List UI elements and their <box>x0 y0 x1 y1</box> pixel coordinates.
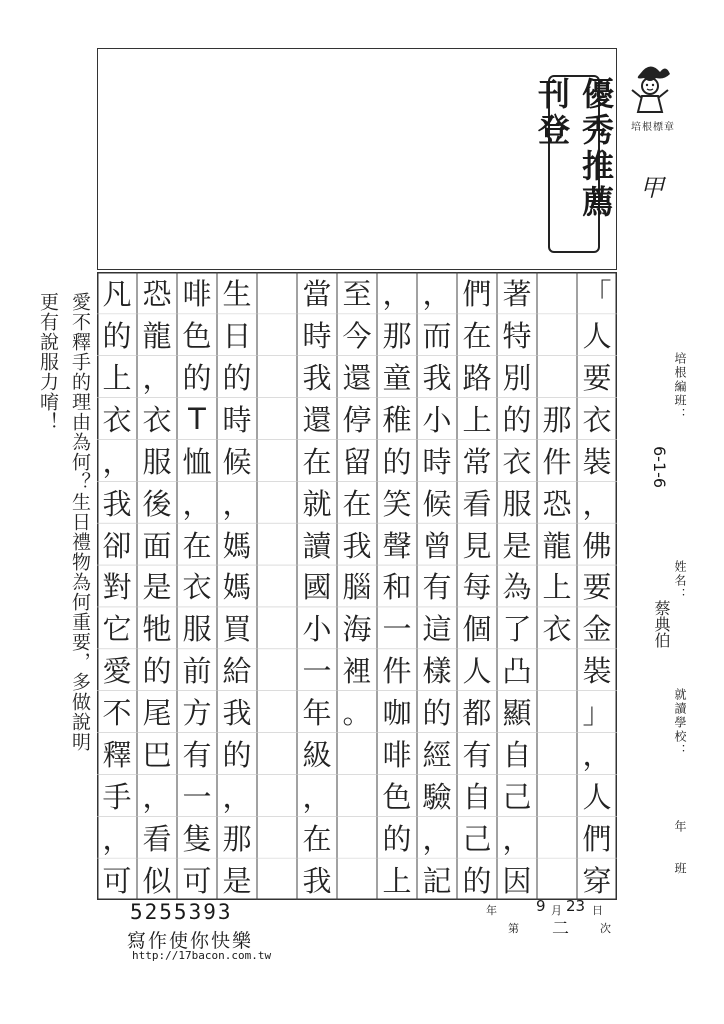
teacher-note-1: 愛不釋手的理由為何？生日禮物為何重要，多做說明 <box>69 292 91 752</box>
essay-char: ， <box>142 361 172 396</box>
essay-char: 的 <box>382 821 412 856</box>
essay-char: 不 <box>102 696 132 731</box>
essay-char: 的 <box>462 863 492 898</box>
essay-char: 時 <box>302 319 332 354</box>
essay-char: 。 <box>342 696 372 731</box>
essay-char: 龍 <box>542 528 572 563</box>
essay-char: 裡 <box>342 654 372 689</box>
essay-char: 在 <box>462 319 492 354</box>
essay-char: 尾 <box>142 696 172 731</box>
essay-char: 看 <box>462 486 492 521</box>
essay-char: 是 <box>222 863 252 898</box>
essay-char: 因 <box>502 863 532 898</box>
essay-char: 的 <box>422 696 452 731</box>
essay-char: 一 <box>302 654 332 689</box>
essay-char: 前 <box>182 654 212 689</box>
essay-char: 釋 <box>102 737 132 772</box>
essay-char: 個 <box>462 612 492 647</box>
essay-char: 件 <box>542 444 572 479</box>
essay-char: 色 <box>382 779 412 814</box>
essay-char: 金 <box>582 612 612 647</box>
essay-char: 童 <box>382 361 412 396</box>
grade-label: 年 <box>673 820 687 834</box>
essay-char: 隻 <box>182 821 212 856</box>
essay-char: 至 <box>342 277 372 312</box>
essay-char: ， <box>102 821 132 856</box>
essay-char: 的 <box>102 319 132 354</box>
manuscript-grid <box>97 272 617 900</box>
essay-char: 在 <box>182 528 212 563</box>
essay-char: 的 <box>382 444 412 479</box>
essay-char: 停 <box>342 403 372 438</box>
essay-char: 媽 <box>222 570 252 605</box>
teacher-note-2: 更有說服力唷！ <box>37 292 59 432</box>
essay-char: 笑 <box>382 486 412 521</box>
essay-char: 和 <box>382 570 412 605</box>
essay-char: 一 <box>382 612 412 647</box>
essay-char: ， <box>222 486 252 521</box>
essay-char: 的 <box>222 737 252 772</box>
essay-char: 佛 <box>582 528 612 563</box>
essay-char: 還 <box>342 361 372 396</box>
essay-char: 媽 <box>222 528 252 563</box>
essay-char: 人 <box>462 654 492 689</box>
bacon-mascot-logo <box>620 58 680 118</box>
essay-char: 候 <box>422 486 452 521</box>
essay-char: 路 <box>462 361 492 396</box>
essay-char: 面 <box>142 528 172 563</box>
essay-char: 己 <box>502 779 532 814</box>
year-label: 年 <box>486 904 497 917</box>
essay-char: 在 <box>302 444 332 479</box>
essay-char: 在 <box>342 486 372 521</box>
essay-char: 要 <box>582 570 612 605</box>
essay-char: 牠 <box>142 612 172 647</box>
essay-char: 件 <box>382 654 412 689</box>
class-value: 6-1-6 <box>650 446 669 489</box>
essay-char: 穿 <box>582 863 612 898</box>
essay-char: 卻 <box>102 528 132 563</box>
essay-char: 上 <box>542 570 572 605</box>
essay-char: 今 <box>342 319 372 354</box>
essay-char: 衣 <box>502 444 532 479</box>
essay-char: 人 <box>582 779 612 814</box>
essay-char: ， <box>302 779 332 814</box>
essay-char: 為 <box>502 570 532 605</box>
essay-char: 上 <box>382 863 412 898</box>
essay-char: 留 <box>342 444 372 479</box>
essay-char: ， <box>422 277 452 312</box>
essay-char: 的 <box>182 361 212 396</box>
essay-char: 可 <box>102 863 132 898</box>
slogan: 寫作使你快樂 <box>127 930 254 952</box>
essay-char: 聲 <box>382 528 412 563</box>
essay-char: 方 <box>182 696 212 731</box>
essay-char: 看 <box>142 821 172 856</box>
essay-char: 讀 <box>302 528 332 563</box>
name-label: 姓名： <box>673 560 687 602</box>
essay-char: 了 <box>502 612 532 647</box>
essay-char: 見 <box>462 528 492 563</box>
serial-number: 5255393 <box>130 900 233 924</box>
essay-char: 裝 <box>582 444 612 479</box>
essay-char: 凡 <box>102 277 132 312</box>
essay-char: 時 <box>222 403 252 438</box>
essay-char: 稚 <box>382 403 412 438</box>
essay-char: 服 <box>502 486 532 521</box>
stamp-text: 優秀推薦刊登 <box>533 77 615 221</box>
essay-char: 那 <box>542 403 572 438</box>
essay-char: 衣 <box>582 403 612 438</box>
essay-char: 那 <box>222 821 252 856</box>
page-number: 二 <box>552 919 569 939</box>
essay-char: 還 <box>302 403 332 438</box>
essay-char: 上 <box>102 361 132 396</box>
essay-char: 凸 <box>502 654 532 689</box>
essay-char: ， <box>382 277 412 312</box>
essay-char: 是 <box>502 528 532 563</box>
essay-char: 手 <box>102 779 132 814</box>
essay-char: 著 <box>502 277 532 312</box>
month-value: 9 <box>536 897 546 915</box>
essay-char: 的 <box>502 403 532 438</box>
essay-char: ， <box>222 779 252 814</box>
essay-char: 顯 <box>502 696 532 731</box>
essay-char: ， <box>582 486 612 521</box>
essay-char: 」 <box>582 696 612 731</box>
essay-char: 我 <box>422 361 452 396</box>
essay-char: 生 <box>222 277 252 312</box>
essay-char: 要 <box>582 361 612 396</box>
essay-char: 小 <box>422 403 452 438</box>
essay-char: 我 <box>302 361 332 396</box>
essay-char: 一 <box>182 779 212 814</box>
essay-char: 有 <box>422 570 452 605</box>
essay-char: 啡 <box>382 737 412 772</box>
essay-char: 我 <box>342 528 372 563</box>
day-value: 23 <box>566 897 586 915</box>
essay-char: 衣 <box>142 403 172 438</box>
name-value: 蔡典伯 <box>652 600 671 648</box>
essay-char: 服 <box>182 612 212 647</box>
day-label: 日 <box>592 904 603 917</box>
grade-mark: 甲 <box>640 174 664 202</box>
essay-char: ， <box>422 821 452 856</box>
essay-char: 巴 <box>142 737 172 772</box>
essay-char: 衣 <box>182 570 212 605</box>
essay-char: 自 <box>502 737 532 772</box>
essay-char: 這 <box>422 612 452 647</box>
recommendation-stamp <box>533 75 615 253</box>
essay-char: 們 <box>582 821 612 856</box>
essay-char: 記 <box>422 863 452 898</box>
essay-char: 每 <box>462 570 492 605</box>
page-suffix: 次 <box>600 922 611 935</box>
essay-char: 的 <box>142 654 172 689</box>
essay-char: 們 <box>462 277 492 312</box>
essay-char: 上 <box>462 403 492 438</box>
essay-char: 恐 <box>542 486 572 521</box>
essay-char: 是 <box>142 570 172 605</box>
essay-char: 有 <box>182 737 212 772</box>
essay-char: 己 <box>462 821 492 856</box>
essay-char: 的 <box>222 361 252 396</box>
essay-char: 它 <box>102 612 132 647</box>
essay-char: 而 <box>422 319 452 354</box>
essay-char: 時 <box>422 444 452 479</box>
essay-char: 裝 <box>582 654 612 689</box>
essay-char: ， <box>582 737 612 772</box>
essay-char: ， <box>502 821 532 856</box>
essay-char: 別 <box>502 361 532 396</box>
essay-char: 級 <box>302 737 332 772</box>
website: http://17bacon.com.tw <box>132 949 272 962</box>
essay-char: 對 <box>102 570 132 605</box>
logo-caption: 培根標章 <box>631 122 675 133</box>
essay-char: 腦 <box>342 570 372 605</box>
essay-char: 年 <box>302 696 332 731</box>
essay-char: 當 <box>302 277 332 312</box>
essay-char: 咖 <box>382 696 412 731</box>
class-unit-label: 班 <box>673 862 687 876</box>
essay-char: T <box>188 401 206 436</box>
essay-char: 人 <box>582 319 612 354</box>
essay-char: 服 <box>142 444 172 479</box>
essay-char: 「 <box>582 277 612 312</box>
essay-char: 就 <box>302 486 332 521</box>
page-prefix: 第 <box>508 922 519 935</box>
essay-char: 那 <box>382 319 412 354</box>
essay-char: 在 <box>302 821 332 856</box>
essay-char: 小 <box>302 612 332 647</box>
essay-char: 都 <box>462 696 492 731</box>
essay-char: 曾 <box>422 528 452 563</box>
essay-char: 啡 <box>182 277 212 312</box>
essay-char: 自 <box>462 779 492 814</box>
essay-char: 經 <box>422 737 452 772</box>
essay-char: 龍 <box>142 319 172 354</box>
essay-char: 海 <box>342 612 372 647</box>
essay-char: 買 <box>222 612 252 647</box>
essay-char: 國 <box>302 570 332 605</box>
essay-char: 有 <box>462 737 492 772</box>
essay-char: 特 <box>502 319 532 354</box>
essay-char: ， <box>102 444 132 479</box>
essay-char: 候 <box>222 444 252 479</box>
essay-char: 恤 <box>182 444 212 479</box>
essay-char: 色 <box>182 319 212 354</box>
essay-char: ， <box>182 486 212 521</box>
essay-char: 愛 <box>102 654 132 689</box>
school-label: 就讀學校： <box>673 688 687 758</box>
essay-char: 常 <box>462 444 492 479</box>
essay-char: 樣 <box>422 654 452 689</box>
class-label: 培根編班： <box>673 352 687 422</box>
essay-char: 恐 <box>142 277 172 312</box>
essay-char: ， <box>142 779 172 814</box>
essay-char: 可 <box>182 863 212 898</box>
essay-char: 衣 <box>102 403 132 438</box>
essay-char: 衣 <box>542 612 572 647</box>
month-label: 月 <box>551 904 562 917</box>
essay-char: 我 <box>222 696 252 731</box>
essay-char: 我 <box>302 863 332 898</box>
essay-char: 日 <box>222 319 252 354</box>
essay-char: 驗 <box>422 779 452 814</box>
essay-char: 我 <box>102 486 132 521</box>
essay-char: 似 <box>142 863 172 898</box>
essay-char: 後 <box>142 486 172 521</box>
essay-char: 給 <box>222 654 252 689</box>
